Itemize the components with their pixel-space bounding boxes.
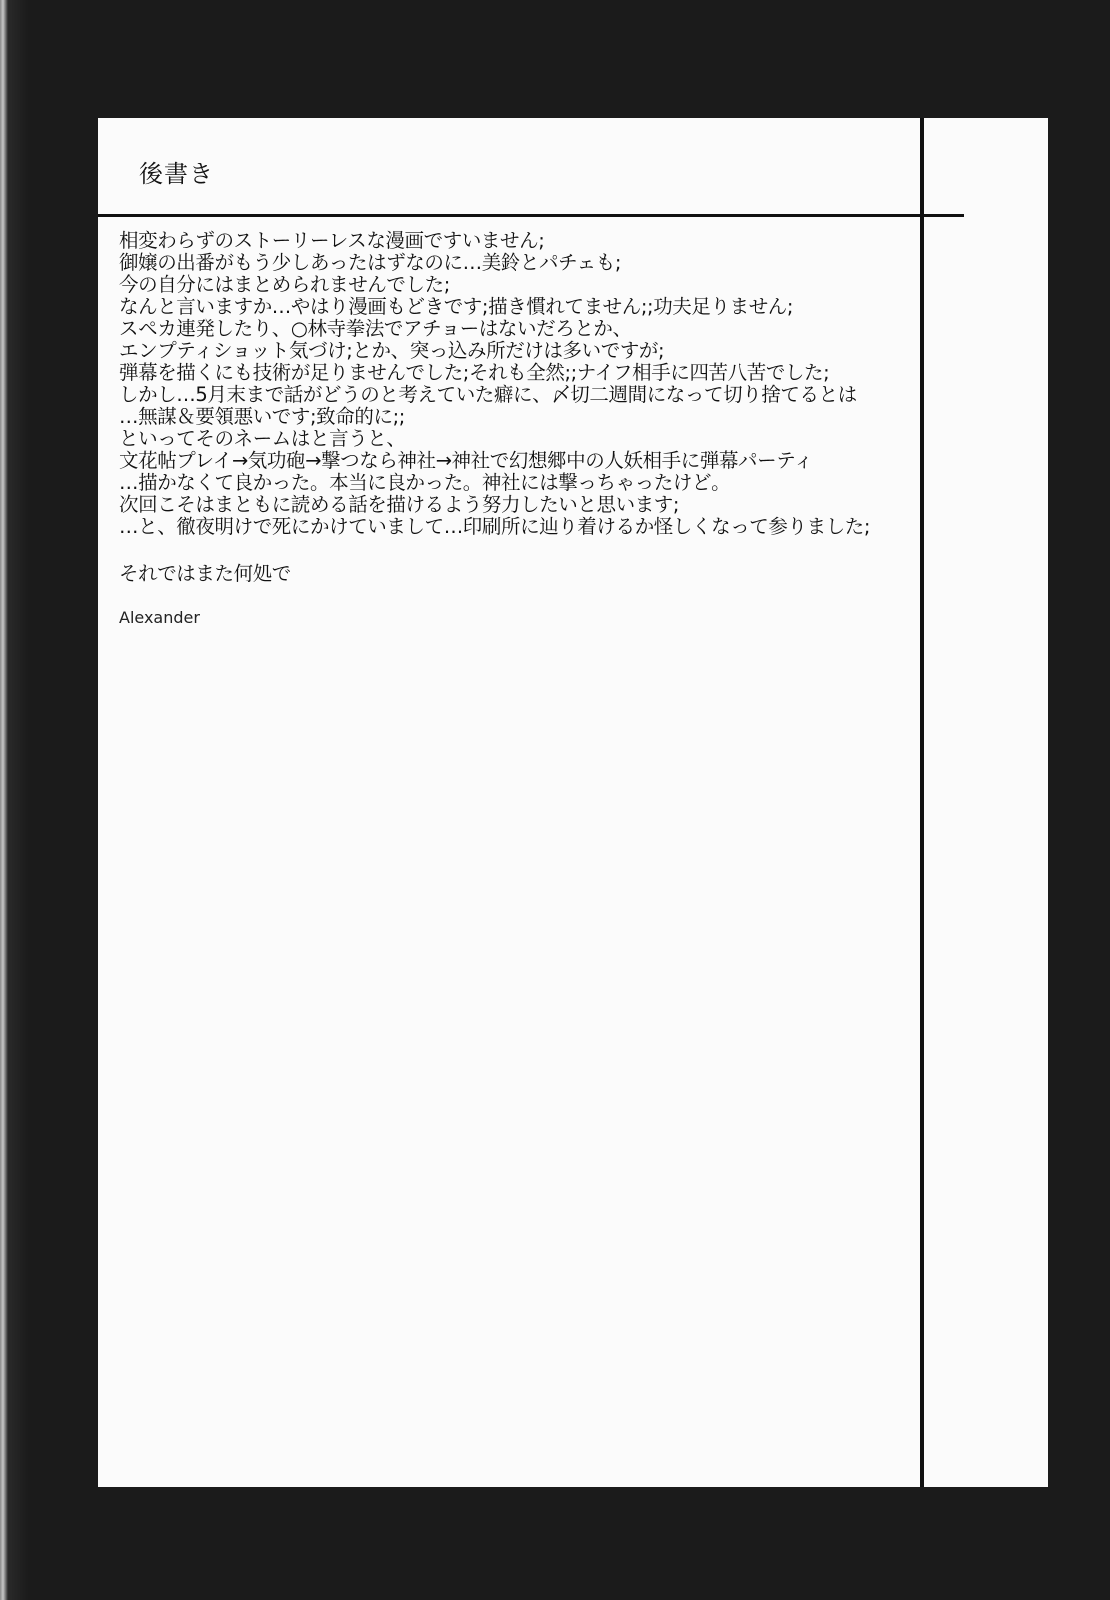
left-edge-highlight [0, 0, 28, 1600]
body-line: …と、徹夜明けで死にかけていまして…印刷所に辿り着けるか怪しくなって参りました; [119, 515, 871, 538]
body-line: …描かなくて良かった。本当に良かった。神社には撃っちゃったけど。 [119, 471, 731, 494]
body-line: 今の自分にはまとめられませんでした; [119, 273, 450, 296]
body-line: なんと言いますか…やはり漫画もどきです;描き慣れてません;;功夫足りません; [119, 295, 794, 318]
body-line: 相変わらずのストーリーレスな漫画ですいません; [119, 229, 545, 252]
author-signature: Alexander [119, 608, 200, 627]
body-line: しかし…5月末まで話がどうのと考えていた癖に、〆切二週間になって切り捨てるとは [119, 383, 857, 406]
header-rule [98, 214, 964, 217]
afterword-body [119, 230, 919, 538]
body-line: といってそのネームはと言うと、 [119, 427, 406, 450]
page-title: 後書き [139, 160, 214, 188]
body-line: 弾幕を描くにも技術が足りませんでした;それも全然;;ナイフ相手に四苦八苦でした; [119, 361, 830, 384]
body-line: …無謀＆要領悪いです;致命的に;; [119, 405, 405, 428]
body-line: エンプティショット気づけ;とか、突っ込み所だけは多いですが; [119, 339, 665, 362]
closing-line: それではまた何処で [119, 562, 291, 585]
body-line: 次回こそはまともに読める話を描けるよう努力したいと思います; [119, 493, 680, 516]
body-line: スペカ連発したり、○林寺拳法でアチョーはないだろとか、 [119, 317, 632, 340]
body-line: 文花帖プレイ→気功砲→撃つなら神社→神社で幻想郷中の人妖相手に弾幕パーティ [119, 449, 813, 472]
body-line: 御嬢の出番がもう少しあったはずなのに…美鈴とパチェも; [119, 251, 621, 274]
vertical-rule [920, 118, 924, 1487]
